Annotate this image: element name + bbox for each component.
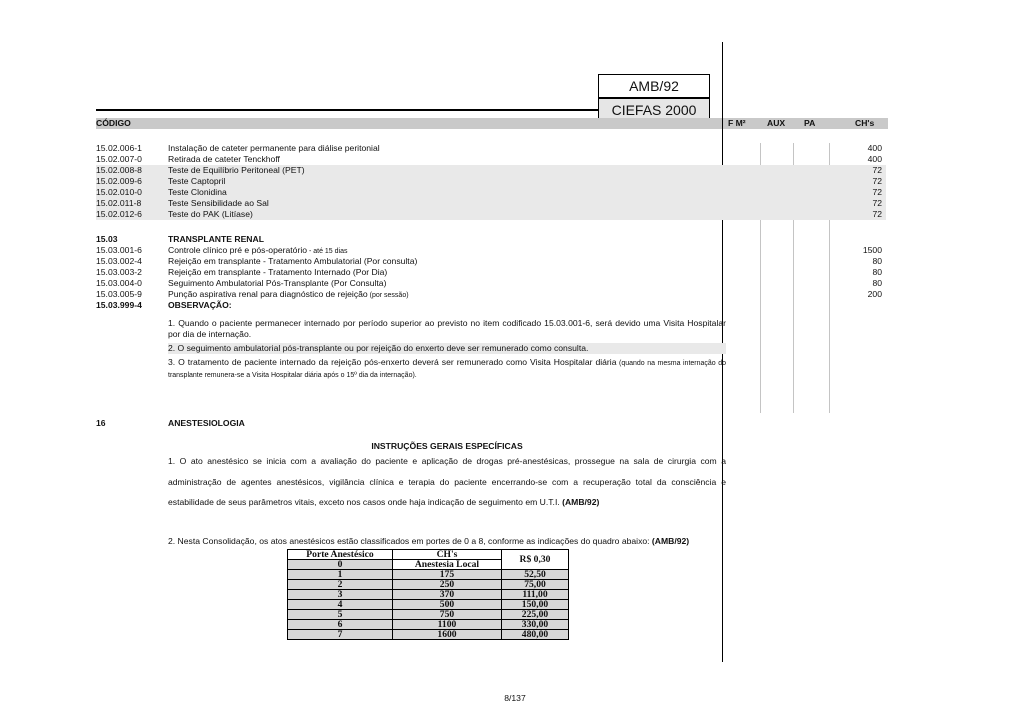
rs-cell: 225,00 bbox=[502, 610, 569, 620]
table-row bbox=[288, 600, 569, 610]
col-codigo: CÓDIGO bbox=[96, 118, 131, 128]
amb-ref: (AMB/92) bbox=[651, 536, 690, 546]
chs-cell: 370 bbox=[393, 590, 502, 600]
page-number: 8/137 bbox=[504, 693, 526, 703]
section-code: 16 bbox=[96, 418, 106, 428]
procedure-ch: 80 bbox=[872, 278, 882, 288]
rs-header: R$ 0,30 bbox=[502, 550, 569, 570]
rs-cell: 150,00 bbox=[502, 600, 569, 610]
table-row bbox=[288, 580, 569, 590]
table-row bbox=[288, 610, 569, 620]
procedure-desc: Rejeição em transplante - Tratamento Ambulatorial (Por consulta) bbox=[168, 256, 418, 266]
procedure-ch: 400 bbox=[867, 143, 882, 153]
chs-cell: 1600 bbox=[393, 630, 502, 640]
procedure-ch: 1500 bbox=[862, 245, 882, 255]
table-row bbox=[96, 267, 886, 278]
amb-ref: (AMB/92) bbox=[562, 497, 600, 507]
table-row bbox=[96, 289, 886, 300]
section-title: TRANSPLANTE RENAL bbox=[168, 234, 264, 244]
table-row bbox=[288, 630, 569, 640]
instructions-para-1-line-3: estabilidade de seus parâmetros vitais, exceto nos casos onde haja indicação de seguimento em U.T.I. (AMB/92) bbox=[168, 497, 600, 507]
procedure-note: - até 15 dias bbox=[307, 248, 348, 255]
observation-title: OBSERVAÇÃO: bbox=[168, 300, 232, 310]
instructions-para-1-line-1: 1. O ato anestésico se inicia com a avaliação do paciente e aplicação de drogas pré-anestésicas, prossegue na sala de cirurgia com a bbox=[168, 456, 726, 466]
porte-cell: 2 bbox=[288, 580, 393, 590]
porte-cell: 6 bbox=[288, 620, 393, 630]
procedure-ch: 80 bbox=[872, 267, 882, 277]
table-row bbox=[96, 209, 886, 220]
procedure-code: 15.02.012-6 bbox=[96, 209, 142, 219]
table-row bbox=[288, 620, 569, 630]
procedure-desc: Seguimento Ambulatorial Pós-Transplante (Por Consulta) bbox=[168, 278, 387, 288]
observation-code: 15.03.999-4 bbox=[96, 300, 142, 310]
procedure-code: 15.03.005-9 bbox=[96, 289, 142, 299]
table-row bbox=[96, 278, 886, 289]
observation-3-note: (quando na mesma internação do transplante remunera-se a Visita Hospitalar diária após o 15º dia da internação). bbox=[168, 360, 726, 379]
procedure-ch: 72 bbox=[872, 176, 882, 186]
observation-3: 3. O tratamento de paciente internado da rejeição pós-enxerto deverá ser remunerado como Visita Hospitalar diária (quando na mesma internação do transplante remunera-se a Visita Hospitalar diária após o 15º dia da internação). bbox=[168, 357, 726, 379]
porte-cell: 3 bbox=[288, 590, 393, 600]
chs-cell: Anestesia Local bbox=[393, 560, 502, 570]
procedure-desc: Rejeição em transplante - Tratamento Internado (Por Dia) bbox=[168, 267, 388, 277]
amb-label-box bbox=[598, 74, 710, 98]
procedure-ch: 72 bbox=[872, 209, 882, 219]
table-row bbox=[96, 256, 886, 267]
instructions-para-2: 2. Nesta Consolidação, os atos anestésicos estão classificados em portes de 0 a 8, conforme as indicações do quadro abaixo: (AMB/92) bbox=[168, 536, 690, 546]
col-aux: AUX bbox=[767, 118, 786, 128]
section-title: ANESTESIOLOGIA bbox=[168, 418, 245, 428]
table-row bbox=[96, 176, 886, 187]
procedure-desc: Teste de Equilíbrio Peritoneal (PET) bbox=[168, 165, 305, 175]
table-row bbox=[96, 245, 886, 256]
instructions-title: INSTRUÇÕES GERAIS ESPECÍFICAS bbox=[371, 441, 523, 451]
porte-header: Porte Anestésico bbox=[288, 550, 393, 560]
table-row bbox=[96, 154, 886, 165]
procedure-desc: Instalação de cateter permanente para diálise peritonial bbox=[168, 143, 380, 153]
porte-cell: 7 bbox=[288, 630, 393, 640]
table-row bbox=[288, 570, 569, 580]
rs-cell: 330,00 bbox=[502, 620, 569, 630]
rs-cell: 75,00 bbox=[502, 580, 569, 590]
table-row bbox=[96, 198, 886, 209]
procedure-desc: Controle clínico pré e pós-operatório - até 15 dias bbox=[168, 245, 348, 255]
procedure-code: 15.02.007-0 bbox=[96, 154, 142, 164]
section-header-16 bbox=[96, 418, 886, 429]
rs-cell: 111,00 bbox=[502, 590, 569, 600]
procedure-desc: Retirada de cateter Tenckhoff bbox=[168, 154, 280, 164]
procedure-code: 15.03.004-0 bbox=[96, 278, 142, 288]
chs-cell: 250 bbox=[393, 580, 502, 590]
observation-1: 1. Quando o paciente permanecer internado por período superior ao previsto no item codificado 15.03.001-6, será devido uma Visita Hospitalar por dia de internação. bbox=[168, 318, 726, 339]
procedure-ch: 72 bbox=[872, 187, 882, 197]
header-rule bbox=[96, 109, 598, 111]
table-row bbox=[96, 187, 886, 198]
instructions-para-1-line-2: administração de agentes anestésicos, vigilância clínica e terapia do paciente encerrando-se com a recuperação total da consciência e bbox=[168, 477, 726, 487]
procedure-ch: 72 bbox=[872, 165, 882, 175]
ciefas-label: CIEFAS 2000 bbox=[611, 102, 697, 118]
procedure-desc: Teste do PAK (Litíase) bbox=[168, 209, 253, 219]
section-header-1503 bbox=[96, 234, 886, 245]
procedure-desc: Teste Clonidina bbox=[168, 187, 227, 197]
procedure-code: 15.02.008-8 bbox=[96, 165, 142, 175]
procedure-ch: 400 bbox=[867, 154, 882, 164]
procedure-code: 15.02.006-1 bbox=[96, 143, 142, 153]
observation-header bbox=[96, 300, 886, 311]
procedure-code: 15.02.010-0 bbox=[96, 187, 142, 197]
rs-cell: 480,00 bbox=[502, 630, 569, 640]
procedure-ch: 72 bbox=[872, 198, 882, 208]
procedure-code: 15.02.009-6 bbox=[96, 176, 142, 186]
table-row bbox=[96, 165, 886, 176]
porte-cell: 0 bbox=[288, 560, 393, 570]
observation-2: 2. O seguimento ambulatorial pós-transplante ou por rejeição do enxerto deve ser remunerado como consulta. bbox=[168, 343, 726, 354]
amb-label: AMB/92 bbox=[629, 78, 679, 94]
porte-anestesico-table bbox=[287, 549, 569, 640]
procedure-ch: 200 bbox=[867, 289, 882, 299]
procedure-code: 15.03.001-6 bbox=[96, 245, 142, 255]
chs-cell: 1100 bbox=[393, 620, 502, 630]
procedure-desc: Teste Captopril bbox=[168, 176, 226, 186]
porte-cell: 4 bbox=[288, 600, 393, 610]
procedure-ch: 80 bbox=[872, 256, 882, 266]
rs-cell: 52,50 bbox=[502, 570, 569, 580]
chs-cell: 500 bbox=[393, 600, 502, 610]
col-chs: CH's bbox=[855, 118, 875, 128]
chs-cell: 175 bbox=[393, 570, 502, 580]
procedure-note: (por sessão) bbox=[367, 292, 409, 299]
table-row bbox=[96, 143, 886, 154]
procedure-code: 15.02.011-8 bbox=[96, 198, 142, 208]
procedure-code: 15.03.003-2 bbox=[96, 267, 142, 277]
section-code: 15.03 bbox=[96, 234, 118, 244]
porte-cell: 1 bbox=[288, 570, 393, 580]
procedure-desc: Teste Sensibilidade ao Sal bbox=[168, 198, 269, 208]
porte-cell: 5 bbox=[288, 610, 393, 620]
procedure-desc: Punção aspirativa renal para diagnóstico de rejeição (por sessão) bbox=[168, 289, 409, 299]
chs-cell: 750 bbox=[393, 610, 502, 620]
chs-header: CH's bbox=[393, 550, 502, 560]
procedure-code: 15.03.002-4 bbox=[96, 256, 142, 266]
table-row bbox=[288, 590, 569, 600]
col-pa: PA bbox=[804, 118, 816, 128]
col-fm: F M² bbox=[728, 118, 746, 128]
